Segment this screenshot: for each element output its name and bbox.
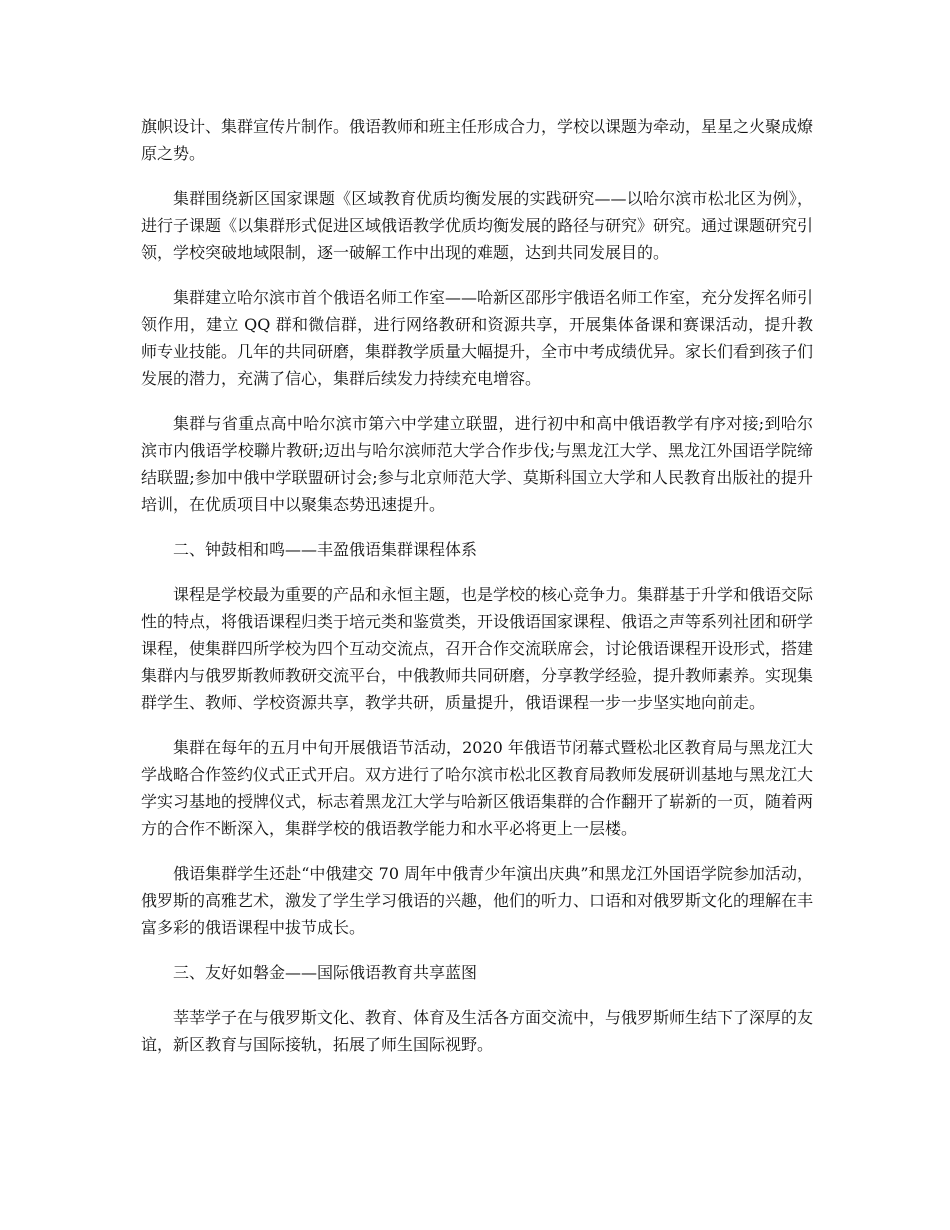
document-body bbox=[141, 113, 813, 1076]
paragraph-2: 集群围绕新区国家课题《区域教育优质均衡发展的实践研究——以哈尔滨市松北区为例》，进行子课题《以集群形式促进区域俄语教学优质均衡发展的路径与研究》研究。通过课题研究引领，学校突破地域限制，逐一破解工作中出现的难题，达到共同发展目的。 bbox=[141, 189, 814, 262]
paragraph-1: 旗帜设计、集群宣传片制作。俄语教师和班主任形成合力，学校以课题为牵动，星星之火聚成燎原之势。 bbox=[141, 117, 814, 163]
paragraph-6: 集群在每年的五月中旬开展俄语节活动，2020 年俄语节闭幕式暨松北区教育局与黑龙江大学战略合作签约仪式正式开启。双方进行了哈尔滨市松北区教育局教师发展研训基地与黑龙江大学实习基地的授牌仪式，标志着黑龙江大学与哈新区俄语集群的合作翻开了崭新的一页，随着两方的合作不断深入，集群学校的俄语教学能力和水平必将更上一层楼。 bbox=[141, 738, 814, 838]
paragraph-8: 莘莘学子在与俄罗斯文化、教育、体育及生活各方面交流中，与俄罗斯师生结下了深厚的友谊，新区教育与国际接轨，拓展了师生国际视野。 bbox=[141, 1008, 814, 1054]
section-heading-3: 三、友好如磐金——国际俄语教育共享蓝图 bbox=[173, 963, 478, 982]
paragraph-4: 集群与省重点高中哈尔滨市第六中学建立联盟，进行初中和高中俄语教学有序对接;到哈尔滨市内俄语学校聯片教研;迈出与哈尔滨师范大学合作步伐;与黑龙江大学、黑龙江外国语学院缔结联盟;参加中俄中学联盟研讨会;参与北京师范大学、莫斯科国立大学和人民教育出版社的提升培训，在优质项目中以聚集态势迅速提升。 bbox=[141, 414, 813, 514]
paragraph-7: 俄语集群学生还赴“中俄建交 70 周年中俄青少年演出庆典”和黑龙江外国语学院参加活动，俄罗斯的高雅艺术，激发了学生学习俄语的兴趣，他们的听力、口语和对俄罗斯文化的理解在丰富多彩的俄语课程中拔节成长。 bbox=[141, 864, 814, 937]
paragraph-3: 集群建立哈尔滨市首个俄语名师工作室——哈新区邵彤宇俄语名师工作室，充分发挥名师引领作用，建立 QQ 群和微信群，进行网络教研和资源共享，开展集体备课和赛课活动，提升教师专业技能。几年的共同研磨，集群教学质量大幅提升，全市中考成绩优异。家长们看到孩子们发展的潜力，充满了信心，集群后续发力持续充电增容。 bbox=[141, 288, 814, 388]
section-heading-2: 二、钟鼓相和鸣——丰盈俄语集群课程体系 bbox=[173, 540, 478, 559]
paragraph-5: 课程是学校最为重要的产品和永恒主题，也是学校的核心竞争力。集群基于升学和俄语交际性的特点，将俄语课程归类于培元类和鉴赏类，开设俄语国家课程、俄语之声等系列社团和研学课程，使集群四所学校为四个互动交流点，召开合作交流联席会，讨论俄语课程开设形式，搭建集群内与俄罗斯教师教研交流平台，中俄教师共同研磨，分享教学经验，提升教师素养。实现集群学生、教师、学校资源共享，教学共研，质量提升，俄语课程一步一步坚实地向前走。 bbox=[141, 585, 814, 712]
